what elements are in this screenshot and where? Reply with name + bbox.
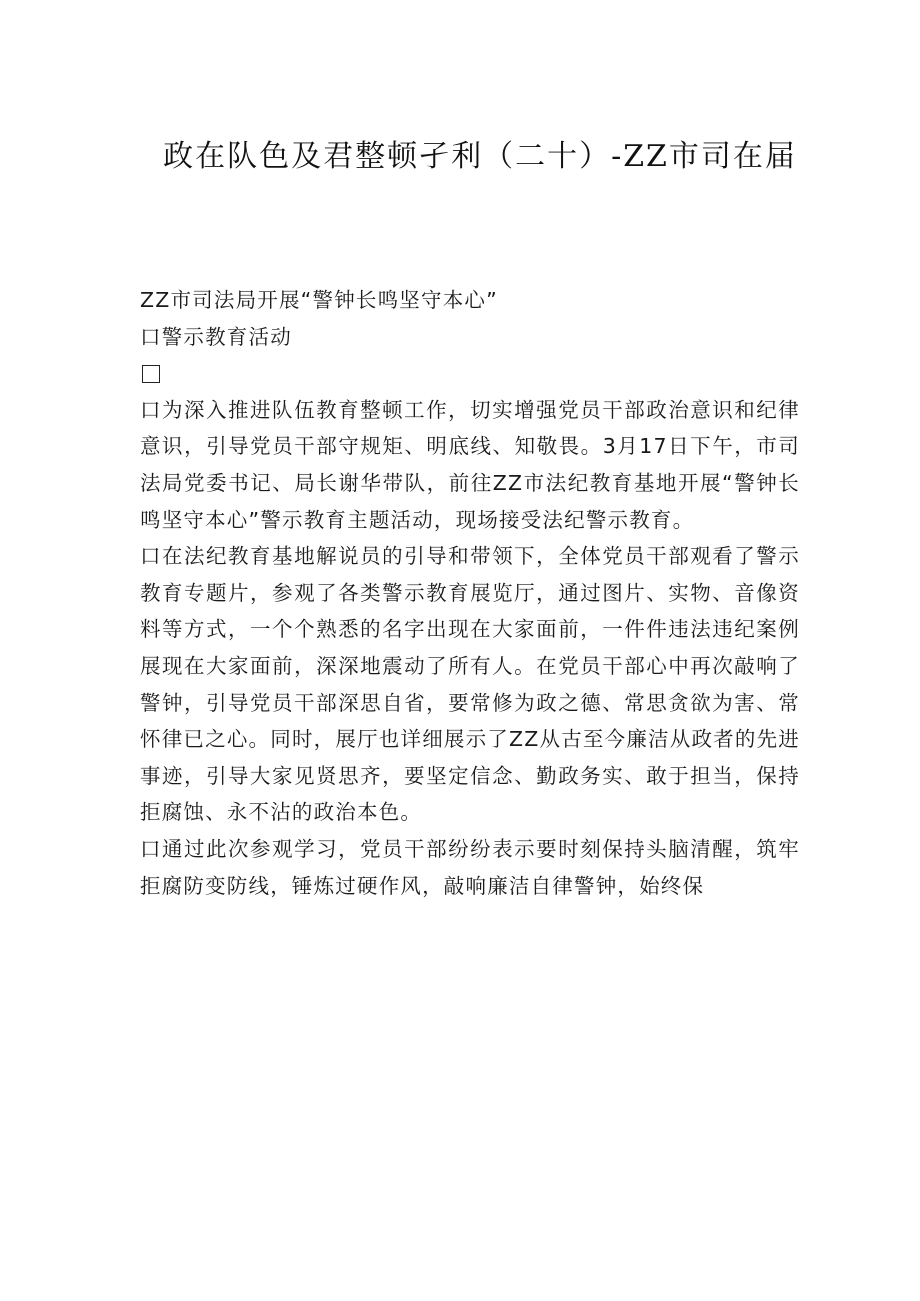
paragraph-1: 口为深入推进队伍教育整顿工作，切实增强党员干部政治意识和纪律意识，引导党员干部守规矩、明底线、知敬畏。3月17日下午，市司法局党委书记、局长谢华带队，前往ZZ市法纪教育基地开展“警钟长鸣坚守本心”警示教育主题活动，现场接受法纪警示教育。 (140, 397, 800, 532)
document-body (140, 282, 800, 904)
heading-line-2: 口警示教育活动 (140, 324, 292, 349)
paragraph-2: 口在法纪教育基地解说员的引导和带领下，全体党员干部观看了警示教育专题片，参观了各类警示教育展览厅，通过图片、实物、音像资料等方式，一个个熟悉的名字出现在大家面前，一件件违法违纪案例展现在大家面前，深深地震动了所有人。在党员干部心中再次敲响了警钟，引导党员干部深思自省，要常修为政之德、常思贪欲为害、常怀律已之心。同时，展厅也详细展示了ZZ从古至今廉洁从政者的先进事迹，引导大家见贤思齐，要坚定信念、勤政务实、敢于担当，保持拒腐蚀、永不沾的政治本色。 (140, 544, 800, 825)
checkbox-glyph-icon (142, 365, 160, 383)
empty-line (140, 355, 800, 392)
document-title: 政在队色及君整顿孑利（二十）-ZZ市司在届 (163, 139, 797, 174)
paragraph-3: 口通过此次参观学习，党员干部纷纷表示要时刻保持头脑清醒，筑牢拒腐防变防线，锤炼过硬作风，敲响廉洁自律警钟，始终保 (140, 836, 800, 898)
heading-line-1: ZZ市司法局开展“警钟长鸣坚守本心” (140, 288, 498, 312)
